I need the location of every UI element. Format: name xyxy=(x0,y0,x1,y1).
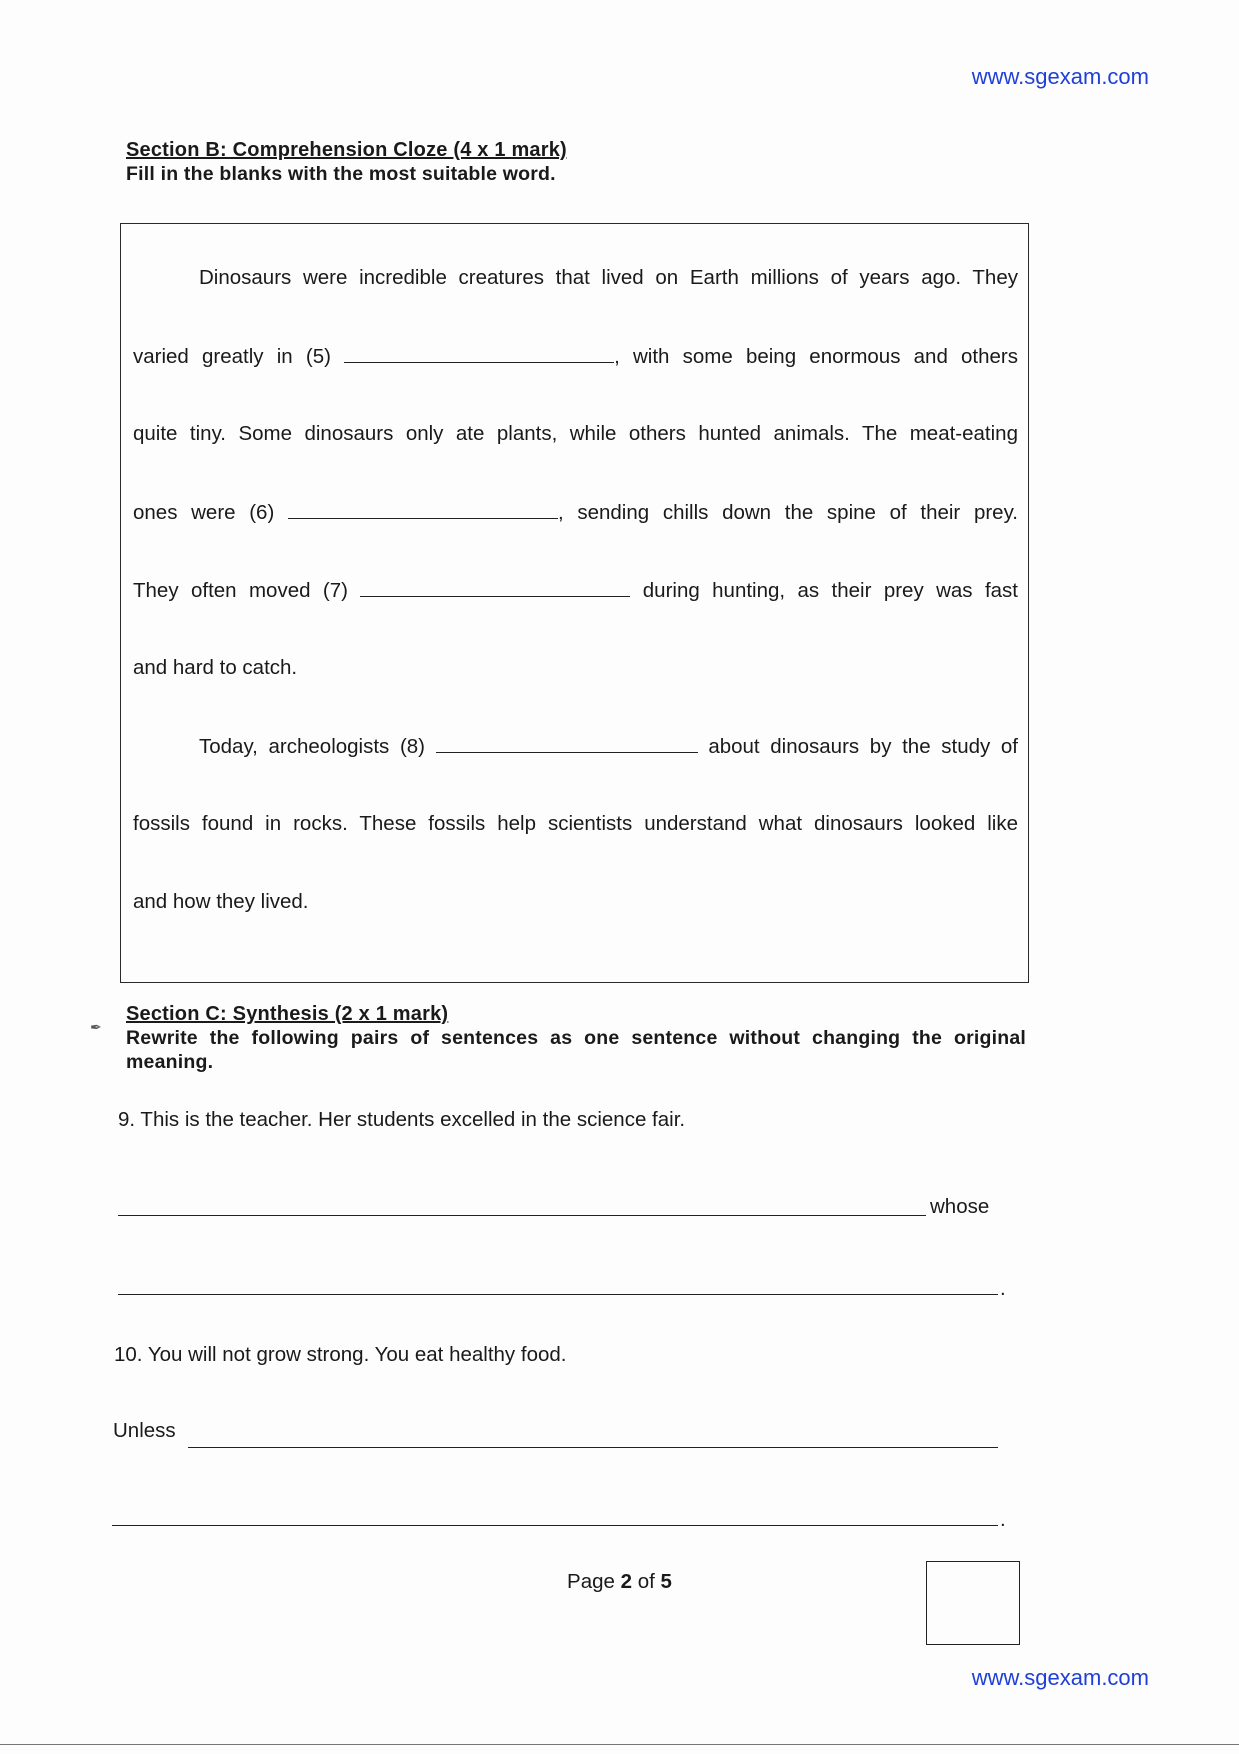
question-10-end: . xyxy=(1000,1508,1006,1531)
passage-line: quite tiny. Some dinosaurs only ate plants, while others hunted animals. The meat-eating xyxy=(133,422,1018,445)
passage-line xyxy=(133,734,1018,759)
page-total: 5 xyxy=(660,1570,672,1593)
blank-7[interactable] xyxy=(360,578,630,597)
question-9-connector: whose xyxy=(930,1195,990,1218)
passage-text: , with some being enormous and others xyxy=(614,345,1019,368)
passage-text: , sending chills down the spine of their prey. xyxy=(557,501,1018,524)
question-10-answer-line-2[interactable] xyxy=(112,1525,998,1526)
question-9-answer-line-1[interactable] xyxy=(118,1215,926,1216)
question-9-answer-line-2[interactable] xyxy=(118,1294,998,1295)
passage-text: ones were (6) xyxy=(133,501,275,524)
question-10-text: 10. You will not grow strong. You eat healthy food. xyxy=(114,1343,567,1366)
passage-text: during hunting, as their prey was fast xyxy=(642,579,1018,602)
passage-text: varied greatly in (5) xyxy=(133,345,331,368)
question-9-end: . xyxy=(1000,1277,1006,1300)
passage-line: fossils found in rocks. These fossils help scientists understand what dinosaurs looked like xyxy=(133,812,1018,835)
passage-text: about dinosaurs by the study of xyxy=(708,735,1018,758)
passage-text: Today, archeologists (8) xyxy=(199,735,426,758)
section-b-instruction: Fill in the blanks with the most suitable word. xyxy=(126,163,556,185)
page-number: Page 2 of 5 xyxy=(567,1570,672,1593)
blank-8[interactable] xyxy=(436,734,698,753)
score-box[interactable] xyxy=(926,1561,1020,1645)
passage-line: and how they lived. xyxy=(133,890,309,913)
passage-line xyxy=(133,500,1018,525)
blank-5[interactable] xyxy=(344,344,614,363)
site-url-top[interactable]: www.sgexam.com xyxy=(971,64,1149,89)
section-b-title: Section B: Comprehension Cloze (4 x 1 mark) xyxy=(126,139,567,161)
bottom-rule xyxy=(0,1744,1239,1745)
passage-line: Dinosaurs were incredible creatures that lived on Earth millions of years ago. They xyxy=(199,266,1018,289)
question-10-answer-line-1[interactable] xyxy=(188,1447,998,1448)
pen-mark-icon: ✒ xyxy=(90,1019,102,1035)
section-b-header xyxy=(126,139,1031,186)
passage-line: and hard to catch. xyxy=(133,656,298,679)
passage-line xyxy=(133,344,1018,369)
section-c-header xyxy=(126,1003,1026,1074)
question-9-text: 9. This is the teacher. Her students excelled in the science fair. xyxy=(118,1108,686,1131)
page-current: 2 xyxy=(620,1570,633,1593)
site-url-bottom[interactable]: www.sgexam.com xyxy=(971,1665,1149,1690)
section-c-instruction: Rewrite the following pairs of sentences as one sentence without changing the original meaning. xyxy=(126,1027,1026,1073)
passage-text: They often moved (7) xyxy=(133,579,348,602)
cloze-passage-box xyxy=(120,223,1029,983)
blank-6[interactable] xyxy=(288,500,558,519)
passage-line xyxy=(133,578,1018,603)
section-c-title: Section C: Synthesis (2 x 1 mark) xyxy=(126,1003,449,1025)
question-10-connector: Unless xyxy=(113,1419,176,1442)
